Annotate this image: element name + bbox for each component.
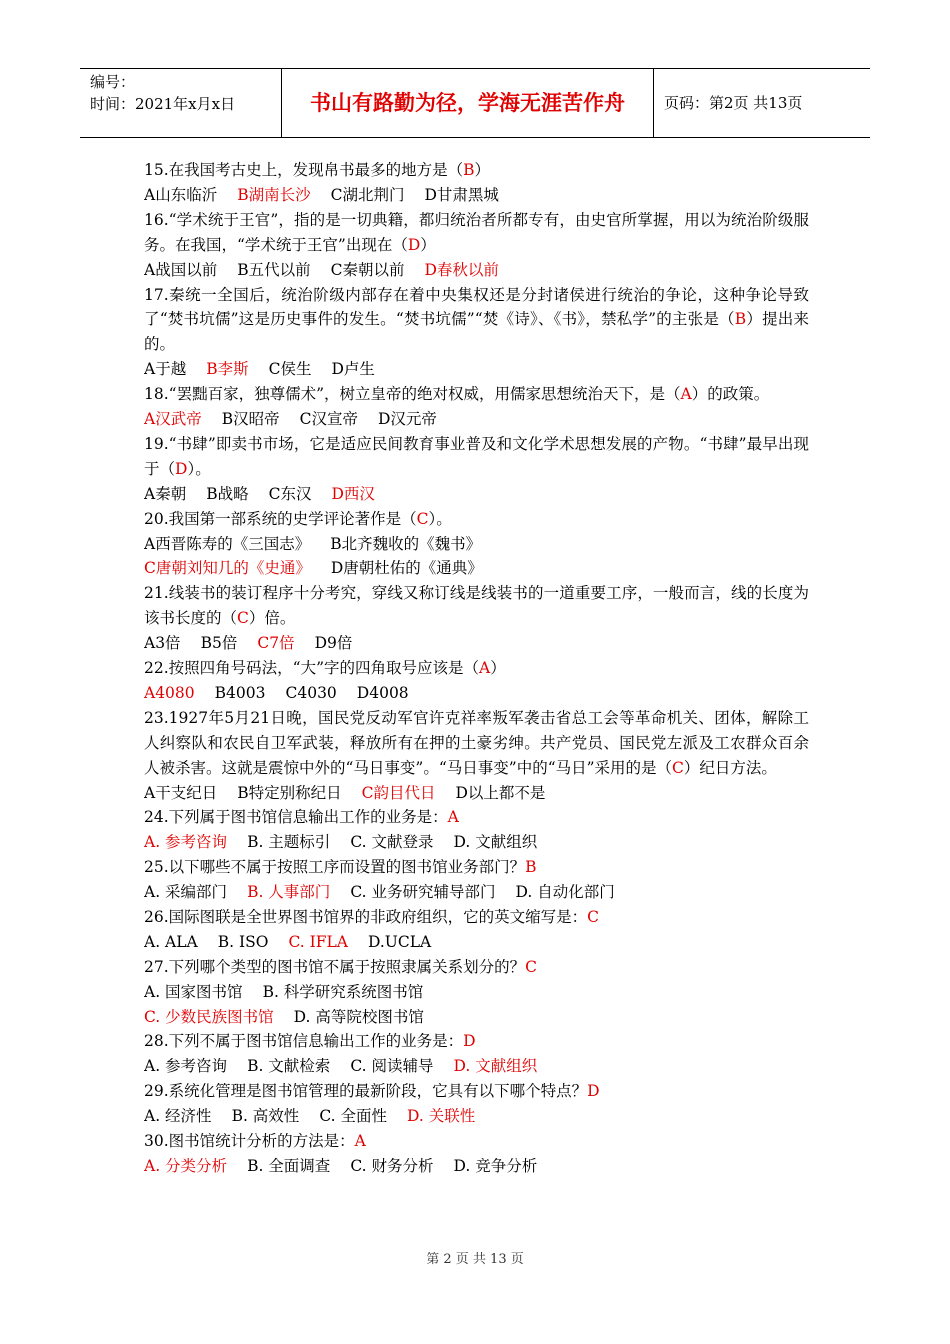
option: D卢生 bbox=[331, 360, 375, 379]
answer-key: C bbox=[587, 908, 600, 926]
question-text bbox=[144, 283, 809, 358]
option: B4003 bbox=[214, 683, 266, 702]
option-row bbox=[144, 1005, 809, 1030]
question-tail: ） bbox=[474, 161, 491, 179]
question-stem: 30.图书馆统计分析的方法是： bbox=[144, 1132, 355, 1151]
option-row bbox=[144, 830, 809, 855]
question-stem: 21.线装书的装订程序十分考究，穿线又称订线是线装书的一道重要工序，一般而言，线的长度为该书长度的（ bbox=[144, 584, 809, 628]
question-stem: 18.“罢黜百家，独尊儒术”，树立皇帝的绝对权威，用儒家思想统治天下，是（ bbox=[144, 385, 681, 404]
option: A. 参考咨询 bbox=[144, 1057, 228, 1076]
question-stem: 24.下列属于图书馆信息输出工作的业务是： bbox=[144, 808, 448, 827]
question-text bbox=[144, 581, 809, 631]
option-row bbox=[144, 681, 809, 706]
answer-key: C bbox=[416, 509, 429, 528]
correct-option: A. 参考咨询 bbox=[144, 833, 228, 852]
question-stem: 19.“书肆”即卖书市场，它是适应民间教育事业普及和文化学术思想发展的产物。“书肆”最早出现于（ bbox=[144, 434, 809, 478]
option: A于越 bbox=[144, 360, 187, 379]
option: B北齐魏收的《魏书》 bbox=[330, 534, 482, 553]
header-meta bbox=[80, 69, 282, 137]
answer-key: B bbox=[525, 858, 537, 877]
answer-key: A bbox=[354, 1132, 366, 1151]
page-header bbox=[80, 68, 870, 138]
question-stem: 26.国际图联是全世界图书馆界的非政府组织，它的英文缩写是： bbox=[144, 908, 588, 926]
option-row bbox=[144, 258, 809, 283]
correct-option: C. 少数民族图书馆 bbox=[144, 1007, 274, 1026]
option-row bbox=[144, 183, 809, 208]
page-footer: 第 2 页 共 13 页 bbox=[426, 1252, 524, 1267]
question-text bbox=[144, 208, 809, 258]
option: B汉昭帝 bbox=[221, 410, 280, 429]
option-row bbox=[144, 880, 809, 905]
option: A3倍 bbox=[144, 634, 181, 653]
header-motto: 书山有路勤为径，学海无涯苦作舟 bbox=[282, 69, 654, 137]
option-row bbox=[144, 1154, 809, 1179]
question-tail: ）。 bbox=[187, 459, 211, 478]
option-row bbox=[144, 980, 809, 1005]
option-row bbox=[144, 781, 809, 806]
option: D甘肃黑城 bbox=[424, 185, 499, 204]
option: C4030 bbox=[285, 683, 337, 702]
question-text bbox=[144, 1129, 809, 1154]
question-stem: 27.下列哪个类型的图书馆不属于按照隶属关系划分的？ bbox=[144, 957, 526, 976]
correct-option: B李斯 bbox=[206, 360, 249, 379]
option: D.UCLA bbox=[367, 932, 432, 951]
question-text bbox=[144, 507, 809, 532]
option: A. ALA bbox=[144, 932, 198, 951]
answer-key: A bbox=[447, 808, 459, 827]
option: A西晋陈寿的《三国志》 bbox=[144, 534, 311, 553]
answer-key: D bbox=[587, 1082, 600, 1101]
question-stem: 20.我国第一部系统的史学评论著作是（ bbox=[144, 509, 417, 528]
option: C. 文献登录 bbox=[350, 833, 434, 852]
question-text bbox=[144, 855, 809, 880]
option: B. 科学研究系统图书馆 bbox=[262, 982, 424, 1001]
option: B. 高效性 bbox=[231, 1107, 300, 1126]
option: C侯生 bbox=[268, 360, 312, 379]
correct-option: D西汉 bbox=[331, 484, 375, 503]
answer-key: B bbox=[463, 161, 475, 179]
option-row bbox=[144, 930, 809, 955]
option: C秦朝以前 bbox=[330, 260, 405, 279]
question-text bbox=[144, 805, 809, 830]
question-stem: 16.“学术统于王官”，指的是一切典籍，都归统治者所都专有，由史官所掌握，用以为统治阶级服务。在我国，“学术统于王官”出现在（ bbox=[144, 210, 809, 254]
option: B. 文献检索 bbox=[247, 1057, 331, 1076]
option: B五代以前 bbox=[237, 260, 311, 279]
number-label: 编号： bbox=[90, 73, 136, 91]
option: B特定别称纪日 bbox=[237, 783, 342, 802]
answer-key: C bbox=[525, 957, 538, 976]
option: B. 全面调查 bbox=[247, 1156, 331, 1175]
question-tail: ）的政策。 bbox=[691, 385, 770, 404]
correct-option: D. 关联性 bbox=[406, 1107, 476, 1126]
answer-key: C bbox=[672, 758, 684, 777]
question-tail: ）。 bbox=[428, 509, 452, 528]
answer-key: A bbox=[680, 385, 692, 404]
correct-option: D. 文献组织 bbox=[453, 1057, 538, 1076]
question-tail: ）提出来的。 bbox=[144, 310, 809, 354]
question-tail: ）倍。 bbox=[248, 609, 296, 628]
option-row bbox=[144, 1054, 809, 1079]
option: A干支纪日 bbox=[144, 783, 218, 802]
question-text bbox=[144, 158, 809, 183]
option: D以上都不是 bbox=[455, 783, 546, 802]
option: D. 文献组织 bbox=[453, 833, 538, 852]
option-row bbox=[144, 357, 809, 382]
answer-key: D bbox=[463, 1032, 476, 1051]
option: B. ISO bbox=[217, 932, 269, 951]
option: C. 阅读辅导 bbox=[350, 1057, 434, 1076]
option-row bbox=[144, 631, 809, 656]
option: D汉元帝 bbox=[377, 410, 437, 429]
answer-key: C bbox=[237, 609, 249, 628]
question-text bbox=[144, 382, 809, 407]
option: D. 竞争分析 bbox=[453, 1156, 538, 1175]
date-label: 时间：2021年x月x日 bbox=[90, 95, 236, 113]
question-stem: 28.下列不属于图书馆信息输出工作的业务是： bbox=[144, 1032, 464, 1051]
option: A战国以前 bbox=[144, 260, 218, 279]
option: D唐朝杜佑的《通典》 bbox=[330, 559, 483, 578]
correct-option: C唐朝刘知几的《史通》 bbox=[144, 559, 311, 578]
option: B5倍 bbox=[200, 634, 238, 653]
correct-option: A汉武帝 bbox=[144, 410, 202, 429]
question-tail: ） bbox=[420, 235, 436, 254]
option: C. 业务研究辅导部门 bbox=[350, 883, 496, 902]
question-tail: ）纪日方法。 bbox=[683, 758, 777, 777]
question-stem: 17.秦统一全国后，统治阶级内部存在着中央集权还是分封诸侯进行统治的争论，这种争论导致了“焚书坑儒”这是历史事件的发生。“焚书坑儒”“焚《诗》、《书》，禁私学”的主张是（ bbox=[144, 285, 809, 329]
question-stem: 15.在我国考古史上，发现帛书最多的地方是（ bbox=[144, 161, 464, 179]
header-page-info: 页码：第2页 共13页 bbox=[664, 94, 803, 112]
option: D. 高等院校图书馆 bbox=[293, 1007, 424, 1026]
question-text bbox=[144, 432, 809, 482]
question-text bbox=[144, 955, 809, 980]
answer-key: B bbox=[734, 310, 747, 329]
answer-key: D bbox=[407, 235, 421, 254]
option: A山东临沂 bbox=[144, 185, 218, 204]
option: C. 全面性 bbox=[319, 1107, 387, 1126]
option: C湖北荆门 bbox=[330, 185, 405, 204]
answer-key: A bbox=[479, 659, 491, 677]
option-row bbox=[144, 532, 809, 557]
question-text bbox=[144, 1079, 809, 1104]
question-stem: 23.1927年5月21日晚，国民党反动军官许克祥率叛军袭击省总工会等革命机关、团体，解除工人纠察队和农民自卫军武装，释放所有在押的土豪劣绅。共产党员、国民党左派及工农群众百余人被杀害。这就是震惊中外的“马日事变”。“马日事变”中的“马日”采用的是（ bbox=[144, 708, 809, 777]
question-stem: 29.系统化管理是图书馆管理的最新阶段，它具有以下哪个特点？ bbox=[144, 1082, 588, 1101]
question-stem: 25.以下哪些不属于按照工序而设置的图书馆业务部门？ bbox=[144, 858, 526, 877]
correct-option: C7倍 bbox=[257, 634, 295, 653]
option: D4008 bbox=[356, 683, 409, 702]
option: A秦朝 bbox=[144, 484, 187, 503]
question-text bbox=[144, 905, 809, 930]
option: A. 国家图书馆 bbox=[144, 982, 243, 1001]
question-list bbox=[144, 158, 809, 1179]
option: C. 财务分析 bbox=[350, 1156, 434, 1175]
option: D. 自动化部门 bbox=[515, 883, 615, 902]
option-row bbox=[144, 407, 809, 432]
correct-option: D春秋以前 bbox=[424, 260, 499, 279]
question-stem: 22.按照四角号码法，“大”字的四角取号应该是（ bbox=[144, 659, 479, 677]
question-text bbox=[144, 1029, 809, 1054]
option: A. 采编部门 bbox=[144, 883, 228, 902]
question-text bbox=[144, 656, 809, 681]
question-text bbox=[144, 706, 809, 781]
correct-option: B. 人事部门 bbox=[247, 883, 331, 902]
option: C东汉 bbox=[268, 484, 312, 503]
option: D9倍 bbox=[314, 634, 353, 653]
correct-option: C韵目代日 bbox=[361, 783, 436, 802]
option-row bbox=[144, 482, 809, 507]
answer-key: D bbox=[175, 459, 188, 478]
option: C汉宣帝 bbox=[299, 410, 358, 429]
correct-option: A4080 bbox=[144, 683, 195, 702]
option: A. 经济性 bbox=[144, 1107, 212, 1126]
option: B. 主题标引 bbox=[247, 833, 331, 852]
correct-option: B湖南长沙 bbox=[237, 185, 311, 204]
option: B战略 bbox=[206, 484, 249, 503]
option-row bbox=[144, 556, 809, 581]
correct-option: A. 分类分析 bbox=[144, 1156, 228, 1175]
question-tail: ） bbox=[490, 659, 506, 677]
correct-option: C. IFLA bbox=[288, 932, 348, 951]
option-row bbox=[144, 1104, 809, 1129]
